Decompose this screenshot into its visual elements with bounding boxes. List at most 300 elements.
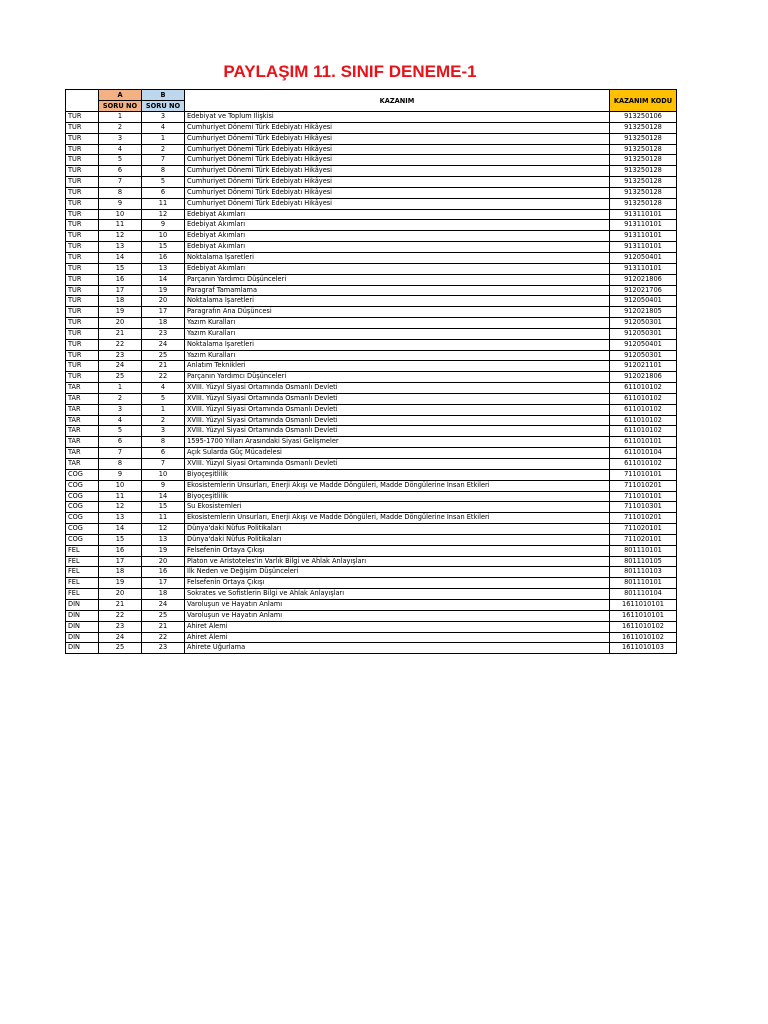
table-row bbox=[66, 198, 677, 209]
ders-cell: TUR bbox=[66, 328, 99, 339]
a-soru-no-cell: 10 bbox=[99, 209, 142, 220]
table-row bbox=[66, 220, 677, 231]
b-soru-no-cell: 18 bbox=[142, 589, 185, 600]
a-soru-no-cell: 22 bbox=[99, 339, 142, 350]
table-row bbox=[66, 426, 677, 437]
ders-cell: TUR bbox=[66, 144, 99, 155]
b-soru-no-cell: 19 bbox=[142, 285, 185, 296]
b-soru-no-cell: 12 bbox=[142, 209, 185, 220]
table-row bbox=[66, 252, 677, 263]
a-soru-no-cell: 16 bbox=[99, 545, 142, 556]
header-kazanim: KAZANIM bbox=[185, 90, 610, 112]
kazanim-kodu-cell: 711010201 bbox=[610, 513, 677, 524]
ders-cell: COG bbox=[66, 469, 99, 480]
table-row bbox=[66, 502, 677, 513]
table-row bbox=[66, 372, 677, 383]
b-soru-no-cell: 18 bbox=[142, 318, 185, 329]
table-header bbox=[66, 90, 677, 112]
table-row bbox=[66, 285, 677, 296]
kazanim-kodu-cell: 711010101 bbox=[610, 469, 677, 480]
ders-cell: TUR bbox=[66, 155, 99, 166]
kazanim-table bbox=[65, 89, 677, 654]
kazanim-cell: Edebiyat ve Toplum İlişkisi bbox=[185, 112, 610, 123]
ders-cell: COG bbox=[66, 502, 99, 513]
b-soru-no-cell: 24 bbox=[142, 599, 185, 610]
kazanim-kodu-cell: 912050301 bbox=[610, 350, 677, 361]
table-row bbox=[66, 448, 677, 459]
table-row bbox=[66, 621, 677, 632]
b-soru-no-cell: 6 bbox=[142, 448, 185, 459]
ders-cell: TUR bbox=[66, 166, 99, 177]
kazanim-kodu-cell: 913110101 bbox=[610, 242, 677, 253]
a-soru-no-cell: 2 bbox=[99, 122, 142, 133]
table-row bbox=[66, 144, 677, 155]
a-soru-no-cell: 10 bbox=[99, 480, 142, 491]
kazanim-cell: Cumhuriyet Dönemi Türk Edebiyatı Hikâyesi bbox=[185, 144, 610, 155]
b-soru-no-cell: 21 bbox=[142, 621, 185, 632]
kazanim-cell: Paragraf Tamamlama bbox=[185, 285, 610, 296]
b-soru-no-cell: 24 bbox=[142, 339, 185, 350]
kazanim-kodu-cell: 611010102 bbox=[610, 459, 677, 470]
b-soru-no-cell: 7 bbox=[142, 155, 185, 166]
kazanim-kodu-cell: 611010102 bbox=[610, 393, 677, 404]
kazanim-cell: Cumhuriyet Dönemi Türk Edebiyatı Hikâyesi bbox=[185, 155, 610, 166]
ders-cell: TUR bbox=[66, 372, 99, 383]
kazanim-cell: Edebiyat Akımları bbox=[185, 263, 610, 274]
kazanim-cell: XVIII. Yüzyıl Siyasi Ortamında Osmanlı Devleti bbox=[185, 404, 610, 415]
kazanim-kodu-cell: 1611010101 bbox=[610, 610, 677, 621]
a-soru-no-cell: 11 bbox=[99, 491, 142, 502]
ders-cell: DİN bbox=[66, 632, 99, 643]
kazanim-cell: Cumhuriyet Dönemi Türk Edebiyatı Hikâyesi bbox=[185, 187, 610, 198]
a-soru-no-cell: 7 bbox=[99, 177, 142, 188]
kazanim-cell: Sokrates ve Sofistlerin Bilgi ve Ahlak Anlayışları bbox=[185, 589, 610, 600]
table-row bbox=[66, 274, 677, 285]
kazanim-cell: Yazım Kuralları bbox=[185, 318, 610, 329]
kazanim-cell: Noktalama İşaretleri bbox=[185, 296, 610, 307]
a-soru-no-cell: 24 bbox=[99, 361, 142, 372]
a-soru-no-cell: 8 bbox=[99, 459, 142, 470]
table-row bbox=[66, 231, 677, 242]
b-soru-no-cell: 12 bbox=[142, 524, 185, 535]
ders-cell: TAR bbox=[66, 393, 99, 404]
kazanim-kodu-cell: 913250128 bbox=[610, 187, 677, 198]
a-soru-no-cell: 19 bbox=[99, 578, 142, 589]
kazanim-kodu-cell: 913250128 bbox=[610, 122, 677, 133]
kazanim-kodu-cell: 913250128 bbox=[610, 166, 677, 177]
b-soru-no-cell: 21 bbox=[142, 361, 185, 372]
kazanim-cell: XVIII. Yüzyıl Siyasi Ortamında Osmanlı Devleti bbox=[185, 459, 610, 470]
a-soru-no-cell: 23 bbox=[99, 350, 142, 361]
a-soru-no-cell: 1 bbox=[99, 112, 142, 123]
kazanim-cell: Edebiyat Akımları bbox=[185, 209, 610, 220]
ders-cell: FEL bbox=[66, 578, 99, 589]
table-row bbox=[66, 307, 677, 318]
b-soru-no-cell: 23 bbox=[142, 643, 185, 654]
kazanim-cell: Varoluşun ve Hayatın Anlamı bbox=[185, 610, 610, 621]
table-row bbox=[66, 437, 677, 448]
a-soru-no-cell: 14 bbox=[99, 252, 142, 263]
b-soru-no-cell: 17 bbox=[142, 307, 185, 318]
ders-cell: TAR bbox=[66, 426, 99, 437]
b-soru-no-cell: 3 bbox=[142, 426, 185, 437]
table-row bbox=[66, 513, 677, 524]
ders-cell: TAR bbox=[66, 383, 99, 394]
a-soru-no-cell: 21 bbox=[99, 328, 142, 339]
kazanim-cell: XVIII. Yüzyıl Siyasi Ortamında Osmanlı Devleti bbox=[185, 393, 610, 404]
kazanim-kodu-cell: 913250106 bbox=[610, 112, 677, 123]
a-soru-no-cell: 3 bbox=[99, 133, 142, 144]
b-soru-no-cell: 23 bbox=[142, 328, 185, 339]
ders-cell: FEL bbox=[66, 567, 99, 578]
ders-cell: TAR bbox=[66, 448, 99, 459]
ders-cell: COG bbox=[66, 480, 99, 491]
ders-cell: TUR bbox=[66, 274, 99, 285]
table-row bbox=[66, 112, 677, 123]
ders-cell: DİN bbox=[66, 610, 99, 621]
kazanim-kodu-cell: 611010101 bbox=[610, 437, 677, 448]
ders-cell: TAR bbox=[66, 437, 99, 448]
ders-cell: TUR bbox=[66, 350, 99, 361]
table-row bbox=[66, 480, 677, 491]
b-soru-no-cell: 9 bbox=[142, 220, 185, 231]
b-soru-no-cell: 11 bbox=[142, 198, 185, 209]
a-soru-no-cell: 8 bbox=[99, 187, 142, 198]
b-soru-no-cell: 20 bbox=[142, 556, 185, 567]
ders-cell: COG bbox=[66, 524, 99, 535]
b-soru-no-cell: 15 bbox=[142, 502, 185, 513]
b-soru-no-cell: 4 bbox=[142, 383, 185, 394]
kazanim-kodu-cell: 912021806 bbox=[610, 274, 677, 285]
kazanim-kodu-cell: 801110101 bbox=[610, 578, 677, 589]
a-soru-no-cell: 6 bbox=[99, 166, 142, 177]
kazanim-kodu-cell: 611010104 bbox=[610, 448, 677, 459]
kazanim-cell: Ekosistemlerin Unsurları, Enerji Akışı ve Madde Döngüleri, Madde Döngülerine İnsan Etkileri bbox=[185, 513, 610, 524]
a-soru-no-cell: 5 bbox=[99, 155, 142, 166]
table-row bbox=[66, 242, 677, 253]
table-row bbox=[66, 177, 677, 188]
kazanim-cell: Parçanın Yardımcı Düşünceleri bbox=[185, 372, 610, 383]
b-soru-no-cell: 25 bbox=[142, 610, 185, 621]
a-soru-no-cell: 18 bbox=[99, 296, 142, 307]
b-soru-no-cell: 7 bbox=[142, 459, 185, 470]
table-row bbox=[66, 155, 677, 166]
table-row bbox=[66, 556, 677, 567]
kazanim-kodu-cell: 912021806 bbox=[610, 372, 677, 383]
b-soru-no-cell: 10 bbox=[142, 469, 185, 480]
a-soru-no-cell: 3 bbox=[99, 404, 142, 415]
b-soru-no-cell: 15 bbox=[142, 242, 185, 253]
b-soru-no-cell: 6 bbox=[142, 187, 185, 198]
page-title: PAYLAŞIM 11. SINIF DENEME-1 bbox=[223, 62, 477, 81]
b-soru-no-cell: 1 bbox=[142, 404, 185, 415]
table-row bbox=[66, 122, 677, 133]
kazanim-cell: Felsefenin Ortaya Çıkışı bbox=[185, 578, 610, 589]
kazanim-kodu-cell: 711010201 bbox=[610, 480, 677, 491]
kazanim-cell: XVIII. Yüzyıl Siyasi Ortamında Osmanlı Devleti bbox=[185, 383, 610, 394]
kazanim-kodu-cell: 913110101 bbox=[610, 209, 677, 220]
a-soru-no-cell: 15 bbox=[99, 534, 142, 545]
kazanim-cell: Edebiyat Akımları bbox=[185, 231, 610, 242]
kazanim-cell: Varoluşun ve Hayatın Anlamı bbox=[185, 599, 610, 610]
a-soru-no-cell: 17 bbox=[99, 556, 142, 567]
kazanim-cell: Edebiyat Akımları bbox=[185, 220, 610, 231]
kazanim-cell: Biyoçeşitlilik bbox=[185, 469, 610, 480]
ders-cell: TUR bbox=[66, 198, 99, 209]
b-soru-no-cell: 3 bbox=[142, 112, 185, 123]
a-soru-no-cell: 17 bbox=[99, 285, 142, 296]
kazanim-kodu-cell: 912050401 bbox=[610, 252, 677, 263]
kazanim-cell: Yazım Kuralları bbox=[185, 328, 610, 339]
b-soru-no-cell: 13 bbox=[142, 263, 185, 274]
b-soru-no-cell: 8 bbox=[142, 166, 185, 177]
kazanim-kodu-cell: 801110103 bbox=[610, 567, 677, 578]
a-soru-no-cell: 1 bbox=[99, 383, 142, 394]
b-soru-no-cell: 16 bbox=[142, 567, 185, 578]
a-soru-no-cell: 18 bbox=[99, 567, 142, 578]
b-soru-no-cell: 9 bbox=[142, 480, 185, 491]
ders-cell: TAR bbox=[66, 459, 99, 470]
kazanim-cell: Açık Sularda Güç Mücadelesi bbox=[185, 448, 610, 459]
ders-cell: TUR bbox=[66, 220, 99, 231]
ders-cell: COG bbox=[66, 513, 99, 524]
kazanim-kodu-cell: 611010102 bbox=[610, 415, 677, 426]
ders-cell: COG bbox=[66, 534, 99, 545]
kazanim-cell: Cumhuriyet Dönemi Türk Edebiyatı Hikâyesi bbox=[185, 133, 610, 144]
kazanim-cell: Noktalama İşaretleri bbox=[185, 252, 610, 263]
table-row bbox=[66, 632, 677, 643]
kazanim-kodu-cell: 913250128 bbox=[610, 144, 677, 155]
ders-cell: TUR bbox=[66, 187, 99, 198]
b-soru-no-cell: 13 bbox=[142, 534, 185, 545]
kazanim-kodu-cell: 711010101 bbox=[610, 491, 677, 502]
a-soru-no-cell: 13 bbox=[99, 242, 142, 253]
b-soru-no-cell: 10 bbox=[142, 231, 185, 242]
ders-cell: TUR bbox=[66, 242, 99, 253]
kazanim-kodu-cell: 1611010102 bbox=[610, 632, 677, 643]
kazanim-kodu-cell: 611010102 bbox=[610, 426, 677, 437]
kazanim-kodu-cell: 913110101 bbox=[610, 263, 677, 274]
ders-cell: TUR bbox=[66, 122, 99, 133]
ders-cell: FEL bbox=[66, 556, 99, 567]
table-row bbox=[66, 469, 677, 480]
b-soru-no-cell: 2 bbox=[142, 144, 185, 155]
table-row bbox=[66, 328, 677, 339]
table-row bbox=[66, 209, 677, 220]
a-soru-no-cell: 12 bbox=[99, 231, 142, 242]
ders-cell: TUR bbox=[66, 307, 99, 318]
kazanim-cell: Cumhuriyet Dönemi Türk Edebiyatı Hikâyesi bbox=[185, 198, 610, 209]
table-row bbox=[66, 589, 677, 600]
a-soru-no-cell: 14 bbox=[99, 524, 142, 535]
table-row bbox=[66, 415, 677, 426]
table-row bbox=[66, 187, 677, 198]
kazanim-kodu-cell: 801110105 bbox=[610, 556, 677, 567]
ders-cell: TUR bbox=[66, 112, 99, 123]
kazanim-cell: Parçanın Yardımcı Düşünceleri bbox=[185, 274, 610, 285]
kazanim-kodu-cell: 913110101 bbox=[610, 220, 677, 231]
a-soru-no-cell: 19 bbox=[99, 307, 142, 318]
ders-cell: TAR bbox=[66, 415, 99, 426]
header-a-soru-no: SORU NO bbox=[99, 101, 142, 112]
kazanim-cell: Cumhuriyet Dönemi Türk Edebiyatı Hikâyesi bbox=[185, 177, 610, 188]
header-a-top: A bbox=[99, 90, 142, 101]
b-soru-no-cell: 22 bbox=[142, 372, 185, 383]
table-row bbox=[66, 491, 677, 502]
a-soru-no-cell: 5 bbox=[99, 426, 142, 437]
kazanim-cell: Edebiyat Akımları bbox=[185, 242, 610, 253]
header-kazanim-kodu: KAZANIM KODU bbox=[610, 90, 677, 112]
a-soru-no-cell: 13 bbox=[99, 513, 142, 524]
kazanim-cell: Cumhuriyet Dönemi Türk Edebiyatı Hikâyesi bbox=[185, 122, 610, 133]
table-row bbox=[66, 339, 677, 350]
a-soru-no-cell: 16 bbox=[99, 274, 142, 285]
a-soru-no-cell: 2 bbox=[99, 393, 142, 404]
a-soru-no-cell: 20 bbox=[99, 318, 142, 329]
table-row bbox=[66, 599, 677, 610]
kazanim-kodu-cell: 913250128 bbox=[610, 177, 677, 188]
table-row bbox=[66, 459, 677, 470]
kazanim-kodu-cell: 1611010103 bbox=[610, 643, 677, 654]
table-row bbox=[66, 567, 677, 578]
table-row bbox=[66, 166, 677, 177]
ders-cell: TAR bbox=[66, 404, 99, 415]
kazanim-kodu-cell: 711020101 bbox=[610, 534, 677, 545]
ders-cell: TUR bbox=[66, 361, 99, 372]
a-soru-no-cell: 23 bbox=[99, 621, 142, 632]
table-row bbox=[66, 361, 677, 372]
a-soru-no-cell: 9 bbox=[99, 469, 142, 480]
kazanim-kodu-cell: 1611010101 bbox=[610, 599, 677, 610]
table-row bbox=[66, 393, 677, 404]
table-body bbox=[66, 112, 677, 654]
ders-cell: TUR bbox=[66, 133, 99, 144]
a-soru-no-cell: 12 bbox=[99, 502, 142, 513]
kazanim-kodu-cell: 801110104 bbox=[610, 589, 677, 600]
table-row bbox=[66, 263, 677, 274]
b-soru-no-cell: 2 bbox=[142, 415, 185, 426]
kazanim-kodu-cell: 912050301 bbox=[610, 318, 677, 329]
b-soru-no-cell: 25 bbox=[142, 350, 185, 361]
kazanim-cell: Su Ekosistemleri bbox=[185, 502, 610, 513]
kazanim-kodu-cell: 1611010102 bbox=[610, 621, 677, 632]
table-row bbox=[66, 296, 677, 307]
ders-cell: TUR bbox=[66, 177, 99, 188]
kazanim-kodu-cell: 912021101 bbox=[610, 361, 677, 372]
kazanim-cell: XVIII. Yüzyıl Siyasi Ortamında Osmanlı Devleti bbox=[185, 415, 610, 426]
ders-cell: COG bbox=[66, 491, 99, 502]
table-row bbox=[66, 578, 677, 589]
kazanim-cell: Cumhuriyet Dönemi Türk Edebiyatı Hikâyesi bbox=[185, 166, 610, 177]
ders-cell: TUR bbox=[66, 296, 99, 307]
kazanim-kodu-cell: 913110101 bbox=[610, 231, 677, 242]
kazanim-kodu-cell: 913250128 bbox=[610, 155, 677, 166]
b-soru-no-cell: 14 bbox=[142, 274, 185, 285]
table-row bbox=[66, 383, 677, 394]
ders-cell: DİN bbox=[66, 643, 99, 654]
table-row bbox=[66, 350, 677, 361]
kazanim-cell: Felsefenin Ortaya Çıkışı bbox=[185, 545, 610, 556]
ders-cell: TUR bbox=[66, 231, 99, 242]
kazanim-kodu-cell: 611010102 bbox=[610, 404, 677, 415]
a-soru-no-cell: 7 bbox=[99, 448, 142, 459]
kazanim-kodu-cell: 912021706 bbox=[610, 285, 677, 296]
b-soru-no-cell: 16 bbox=[142, 252, 185, 263]
kazanim-kodu-cell: 711010301 bbox=[610, 502, 677, 513]
b-soru-no-cell: 4 bbox=[142, 122, 185, 133]
b-soru-no-cell: 17 bbox=[142, 578, 185, 589]
kazanim-cell: 1595-1700 Yılları Arasındaki Siyasi Gelişmeler bbox=[185, 437, 610, 448]
kazanim-cell: Yazım Kuralları bbox=[185, 350, 610, 361]
a-soru-no-cell: 6 bbox=[99, 437, 142, 448]
kazanim-kodu-cell: 801110101 bbox=[610, 545, 677, 556]
kazanim-cell: Ahirete Uğurlama bbox=[185, 643, 610, 654]
a-soru-no-cell: 4 bbox=[99, 144, 142, 155]
kazanim-kodu-cell: 611010102 bbox=[610, 383, 677, 394]
ders-cell: DİN bbox=[66, 599, 99, 610]
kazanim-cell: Anlatım Teknikleri bbox=[185, 361, 610, 372]
kazanim-kodu-cell: 912050401 bbox=[610, 339, 677, 350]
header-b-top: B bbox=[142, 90, 185, 101]
kazanim-kodu-cell: 912050301 bbox=[610, 328, 677, 339]
kazanim-cell: İlk Neden ve Değişim Düşünceleri bbox=[185, 567, 610, 578]
kazanim-cell: Ekosistemlerin Unsurları, Enerji Akışı ve Madde Döngüleri, Madde Döngülerine İnsan Etkileri bbox=[185, 480, 610, 491]
b-soru-no-cell: 8 bbox=[142, 437, 185, 448]
kazanim-cell: Paragrafın Ana Düşüncesi bbox=[185, 307, 610, 318]
a-soru-no-cell: 11 bbox=[99, 220, 142, 231]
table-row bbox=[66, 404, 677, 415]
ders-cell: FEL bbox=[66, 545, 99, 556]
kazanim-cell: Dünya'daki Nüfus Politikaları bbox=[185, 524, 610, 535]
kazanim-cell: Platon ve Aristoteles'in Varlık Bilgi ve Ahlak Anlayışları bbox=[185, 556, 610, 567]
table-row bbox=[66, 318, 677, 329]
kazanim-kodu-cell: 912021805 bbox=[610, 307, 677, 318]
kazanim-kodu-cell: 912050401 bbox=[610, 296, 677, 307]
a-soru-no-cell: 22 bbox=[99, 610, 142, 621]
ders-cell: TUR bbox=[66, 209, 99, 220]
ders-cell: TUR bbox=[66, 263, 99, 274]
b-soru-no-cell: 5 bbox=[142, 177, 185, 188]
kazanim-cell: XVIII. Yüzyıl Siyasi Ortamında Osmanlı Devleti bbox=[185, 426, 610, 437]
a-soru-no-cell: 4 bbox=[99, 415, 142, 426]
ders-cell: TUR bbox=[66, 285, 99, 296]
b-soru-no-cell: 20 bbox=[142, 296, 185, 307]
table-row bbox=[66, 534, 677, 545]
kazanim-kodu-cell: 711020101 bbox=[610, 524, 677, 535]
kazanim-cell: Dünya'daki Nüfus Politikaları bbox=[185, 534, 610, 545]
kazanim-cell: Ahiret Âlemi bbox=[185, 632, 610, 643]
a-soru-no-cell: 25 bbox=[99, 372, 142, 383]
table-row bbox=[66, 610, 677, 621]
a-soru-no-cell: 20 bbox=[99, 589, 142, 600]
table-row bbox=[66, 524, 677, 535]
b-soru-no-cell: 14 bbox=[142, 491, 185, 502]
kazanim-kodu-cell: 913250128 bbox=[610, 198, 677, 209]
b-soru-no-cell: 1 bbox=[142, 133, 185, 144]
b-soru-no-cell: 19 bbox=[142, 545, 185, 556]
kazanim-cell: Ahiret Âlemi bbox=[185, 621, 610, 632]
kazanim-cell: Biyoçeşitlilik bbox=[185, 491, 610, 502]
a-soru-no-cell: 9 bbox=[99, 198, 142, 209]
b-soru-no-cell: 22 bbox=[142, 632, 185, 643]
kazanim-kodu-cell: 913250128 bbox=[610, 133, 677, 144]
table-row bbox=[66, 133, 677, 144]
a-soru-no-cell: 24 bbox=[99, 632, 142, 643]
b-soru-no-cell: 5 bbox=[142, 393, 185, 404]
kazanim-cell: Noktalama İşaretleri bbox=[185, 339, 610, 350]
ders-cell: TUR bbox=[66, 339, 99, 350]
ders-cell: TUR bbox=[66, 252, 99, 263]
